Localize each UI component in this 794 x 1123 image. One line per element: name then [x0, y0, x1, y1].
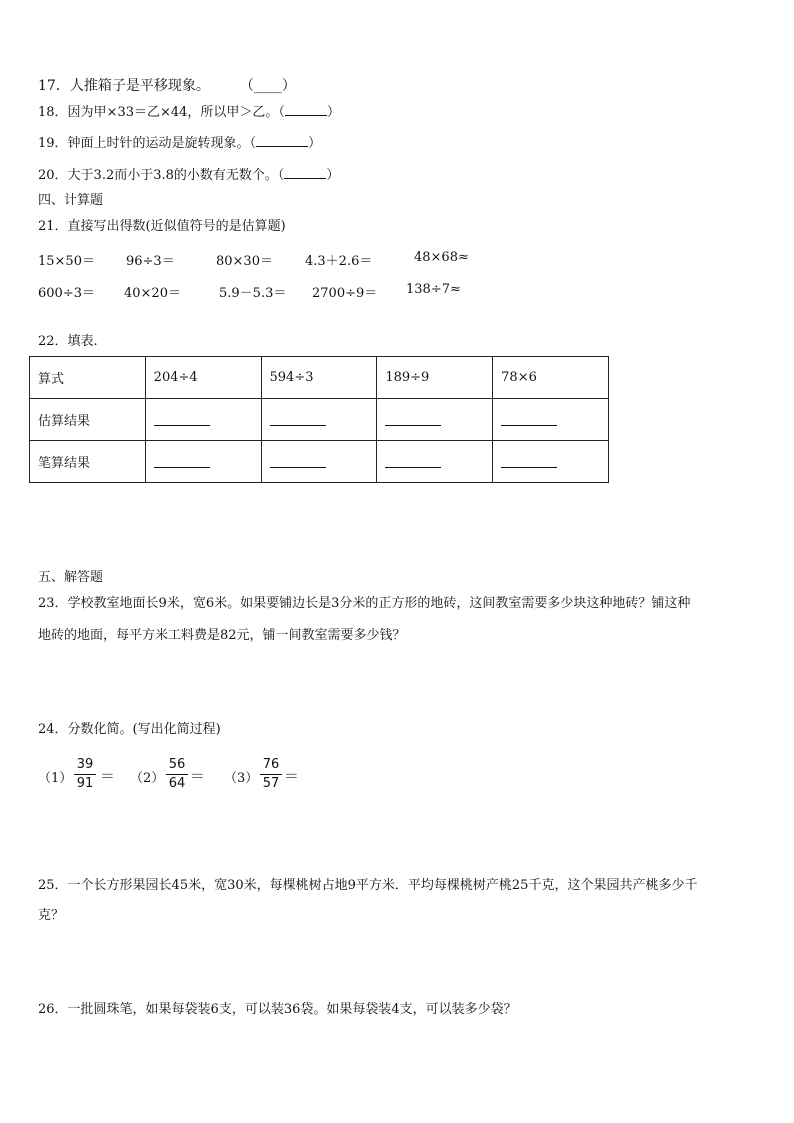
question-number: 18． — [38, 105, 68, 120]
fill-table — [29, 356, 609, 483]
answer-cell[interactable] — [493, 441, 609, 483]
question-24-title: 24．分数化简。(写出化简过程) — [38, 722, 221, 737]
question-text: 钟面上时针的运动是旋转现象。 — [67, 136, 250, 151]
calc-item[interactable]: 15×50＝ — [38, 254, 95, 269]
question-text: 大于3.2而小于3.8的小数有无数个。 — [67, 168, 278, 183]
answer-cell[interactable] — [377, 399, 493, 441]
question-23-line-1: 23．学校教室地面长9米，宽6米。如果要铺边长是3分米的正方形的地砖，这间教室需要多少块这种地砖？铺这种 — [38, 596, 691, 611]
answer-blank[interactable] — [256, 134, 308, 147]
calc-item[interactable]: 138÷7≈ — [406, 282, 461, 297]
question-25-line-2: 克？ — [38, 908, 65, 923]
fraction: 76 57 — [260, 757, 282, 792]
answer-cell[interactable] — [145, 399, 261, 441]
answer-cell[interactable] — [261, 441, 377, 483]
question-17 — [38, 77, 296, 95]
row-label: 估算结果 — [30, 399, 146, 441]
question-text: 人推箱子是平移现象。 — [69, 78, 210, 94]
fraction: 56 64 — [166, 757, 188, 792]
question-text: 因为甲×33＝乙×44，所以甲＞乙。 — [67, 105, 279, 120]
question-23-line-2: 地砖的地面，每平方米工料费是82元，铺一间教室需要多少钱？ — [38, 628, 406, 643]
table-row — [30, 441, 609, 483]
answer-blank[interactable]: （____） — [239, 78, 296, 94]
calc-item[interactable]: 2700÷9＝ — [312, 286, 378, 301]
question-21-title: 21．直接写出得数(近似值符号的是估算题) — [38, 219, 286, 234]
calc-item[interactable]: 96÷3＝ — [126, 254, 175, 269]
answer-cell[interactable] — [145, 441, 261, 483]
answer-blank[interactable] — [285, 103, 327, 116]
question-number: 17． — [38, 78, 70, 94]
table-header-cell: 189÷9 — [377, 357, 493, 399]
calc-item[interactable]: 40×20＝ — [124, 286, 181, 301]
table-header-cell: 594÷3 — [261, 357, 377, 399]
table-header-cell: 204÷4 — [145, 357, 261, 399]
row-label: 笔算结果 — [30, 441, 146, 483]
section-title: 五、解答题 — [38, 570, 104, 585]
table-header-cell: 算式 — [30, 357, 146, 399]
table-header-cell: 78×6 — [493, 357, 609, 399]
answer-blank[interactable] — [284, 166, 326, 179]
question-19: 19．钟面上时针的运动是旋转现象。（ ） — [38, 136, 322, 151]
question-18: 18．因为甲×33＝乙×44，所以甲＞乙。（ ） — [38, 105, 340, 120]
calc-item[interactable]: 5.9－5.3＝ — [219, 286, 287, 301]
question-26: 26．一批圆珠笔，如果每袋装6支，可以装36袋。如果每袋装4支，可以装多少袋？ — [38, 1002, 517, 1017]
question-22-title: 22．填表. — [38, 334, 98, 349]
answer-cell[interactable] — [377, 441, 493, 483]
fraction: 39 91 — [74, 757, 96, 792]
table-header-row — [30, 357, 609, 399]
question-20: 20．大于3.2而小于3.8的小数有无数个。（ ） — [38, 168, 340, 183]
section-title: 四、计算题 — [38, 193, 104, 208]
calc-item[interactable]: 4.3＋2.6＝ — [305, 254, 373, 269]
answer-cell[interactable] — [493, 399, 609, 441]
calc-item[interactable]: 48×68≈ — [414, 250, 469, 265]
answer-cell[interactable] — [261, 399, 377, 441]
question-number: 20． — [38, 168, 68, 183]
calc-item[interactable]: 80×30＝ — [216, 254, 273, 269]
table-row — [30, 399, 609, 441]
question-25-line-1: 25．一个长方形果园长45米，宽30米，每棵桃树占地9平方米．平均每棵桃树产桃25千克，这个果园共产桃多少千 — [38, 878, 698, 893]
question-number: 19． — [38, 136, 68, 151]
calc-item[interactable]: 600÷3＝ — [38, 286, 95, 301]
